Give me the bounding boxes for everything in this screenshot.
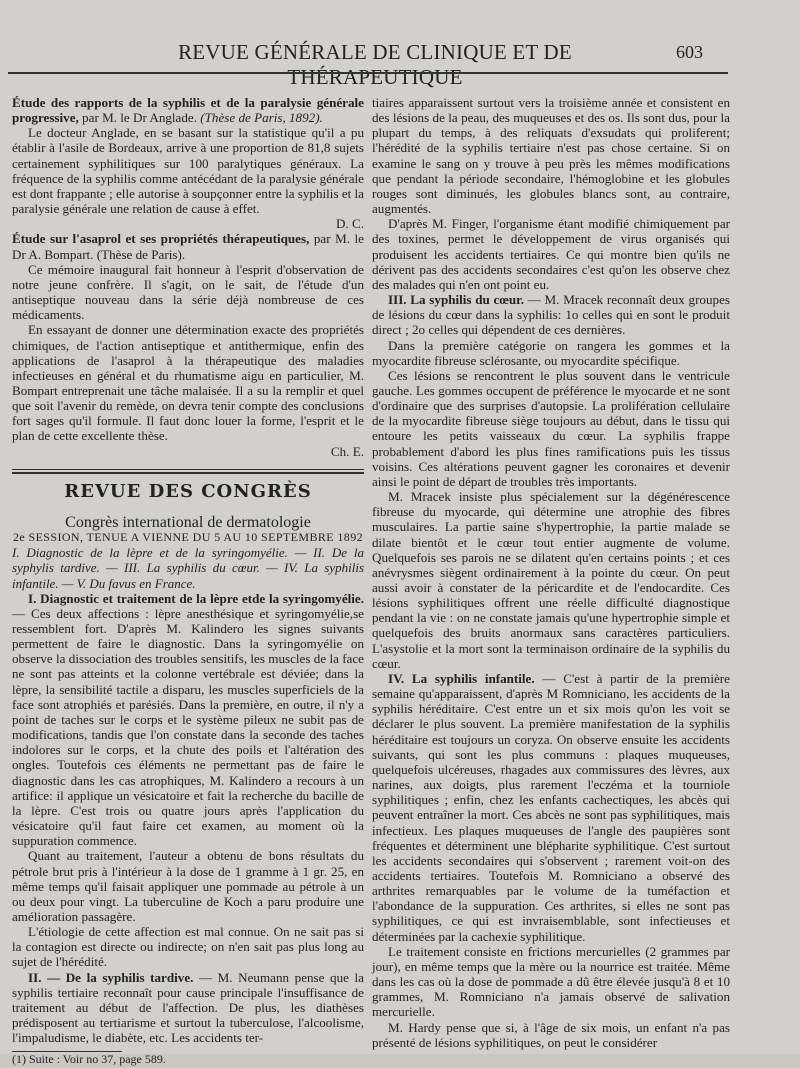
review-bompart-body-2: En essayant de donner une détermination exacte des propriétés chimiques, de l'action antiseptique et antithermique, enfin des applications de l'asaprol à la thérapeutique des maladies infectieuses en général et du rhumatisme aigu en particulier, M. Bompart entreprenait une tâche malaisée. Il a su la remplir et quel que soit l'avenir du remède, on devra tenir compte des conclusions fort sages qu'il formule. Il faut donc louer la forme, l'esprit et le plan de cette excellente thèse. (12, 322, 364, 444)
review-bompart (12, 231, 364, 261)
finger-paragraph: D'après M. Finger, l'organisme étant modifié chimiquement par des toxines, permet le développement de virus organisés qui produisent les accidents tertiaires. Ce qui montre bien qu'ils ne dérivent pas des accidents secondaires c'est qu'on les observe chez des malades qui n'en ont point eu. (372, 216, 730, 292)
page-number: 603 (676, 42, 703, 62)
syphilis-tardive-continued: tiaires apparaissent surtout vers la troisième année et consistent en des lésions de la peau, des muqueuses et des os. Ils sont dus, pour la plupart du temps, à des reliquats d'exsudats qui proliferent; l'hérédité de la syphilis tertiaire n'est pas chose certaine. Si on examine le sang on y trouve à peu près les mêmes modifications que pendant la période secondaire, l'hémoglobine et les globules rouges sont diminués, les globules blancs sont, au contraire, augmentés. (372, 95, 730, 217)
journal-title: REVUE GÉNÉRALE DE CLINIQUE ET DE THÉRAPEUTIQUE (178, 40, 572, 89)
review-anglade-author: par M. le Dr Anglade. (78, 110, 197, 126)
mracek-paragraph: M. Mracek insiste plus spécialement sur la dégénérescence fibreuse du myocarde, qui détermine une atrophie des fibres musculaires. La partie saine s'hypertrophie, la partie malade se dilate bientôt et le cœur tout entier augmente de volume. Quelquefois ses parois ne se dilatent qu'en certains points ; et ces anévrysmes siègent ordinairement à la pointe du cœur. On peut aussi avoir à constater de la péricardite et de l'endocardite. Ces lésions syphilitiques offrent une réelle difficulté diagnostique pendant la vie : on ne constate jamais qu'une hypertrophie simple et quelquefois des bruits anormaux sans caractères particuliers. L'asystolie et la mort sont la terminaison ordinaire de la syphilis du cœur. (372, 489, 730, 671)
lepra-treatment: Quant au traitement, l'auteur a obtenu de bons résultats du pétrole brut pris à l'intérieur à la dose de 1 gramme à 1 gr. 25, en même temps qu'il faisait appliquer une pommade au pétrole à un ou deux pour vingt. La tuberculine de Koch a paru produire une amélioration passagère. (12, 848, 364, 924)
congress-title: Congrès international de dermatologie (65, 513, 311, 531)
session-line: 2e SESSION, TENUE A VIENNE DU 5 AU 10 SEPTEMBRE 1892 (12, 530, 364, 545)
running-head (0, 40, 800, 89)
hardy-paragraph: M. Hardy pense que si, à l'âge de six mois, un enfant n'a pas présenté de lésions syphilitiques, on peut le considérer (372, 1019, 730, 1050)
syphilis-infantile-section (372, 671, 730, 944)
review-anglade (12, 95, 364, 125)
review-anglade-title: Étude des rapports de la syphilis et de la paralysie générale progressive, (12, 95, 364, 126)
header-rule (8, 72, 728, 74)
section-title: REVUE DES CONGRÈS (64, 480, 312, 502)
review-bompart-signature: Ch. E. (330, 443, 364, 459)
syphilis-coeur-body: — M. Mracek reconnaît deux groupes de lésions du cœur dans la syphilis: 1o celles qui en sont le produit direct ; 2o celles qui dépendent de ces dernières. (372, 292, 730, 338)
right-column (372, 95, 730, 1050)
review-bompart-author: par M. le Dr A. Bompart. (Thèse de Paris). (12, 231, 364, 262)
review-anglade-signature: D. C. (335, 216, 364, 232)
lepra-section (12, 591, 364, 849)
syphilis-infantile-body: — C'est à partir de la première semaine qu'apparaissent, d'après M Romniciano, les accidents de la syphilis héréditaire. C'est entre un et six mois qu'on les voit se déclarer le plus souvent. La première manifestation de la syphilis héréditaire est toujours un coryza. On observe ensuite les accidents suivants, qui sont les plus communs : plaques muqueuses, quelquefois ulcéreuses, rhagades aux commissures des lèvres, aux narines, aux doigts, plus rarement l'eczéma et la tourniole syphilitiques ; enfin, chez les enfants cachectiques, les abcès qui peuvent entraîner la mort. Ces abcès ne sont pas syphilitiques, mais infectieux. Les plaques muqueuses de l'angle des paupières sont fréquentes et déterminent une blépharite syphilitique. C'est surtout les accidents secondaires qui s'observent ; rarement voit-on des accidents tertiaires. Toutefois M. Romniciano a observé des arthrites remarquables par le volume de la tuméfaction et l'abondance de la suppuration. Ces arthrites, si elles ne sont pas syphilitiques, ce qui est invraisemblable, sont infectieuses et déterminées par la cachexie syphilitique. (372, 670, 730, 944)
syphilis-coeur-lesions: Ces lésions se rencontrent le plus souvent dans le ventricule gauche. Les gommes occupent de préférence le myocarde et ne sont d'ordinaire que des surprises d'autopsie. La prolifération cellulaire de la myocardite fibreuse siège toujours au début, dans le tissu qui entoure les petits vaisseaux du cœur. La syphilis frappe probablement d'abord les plus fines ramifications puis les tissus voisins. Ces altérations peuvent gagner les coronaires et devenir ainsi le point de départ de troubles très importants. (372, 367, 730, 489)
left-column (12, 95, 364, 1068)
review-anglade-thesis: (Thèse de Paris, 1892). (197, 110, 323, 126)
treatment-paragraph: Le traitement consiste en frictions mercurielles (2 grammes par jour), en même temps que la mère ou la nourrice est traitée. Même dans les cas où la dose de pommade a dû être élevée jusqu'à 8 et 10 grammes, M. Romniciano n'a jamais observé de salivation mercurielle. (372, 943, 730, 1020)
syphilis-coeur-categories: Dans la première catégorie on rangera les gommes et la myocardite fibreuse sclérosante, ou myocardite spécifique. (372, 337, 730, 368)
footnote: (1) Suite : Voir no 37, page 589. (12, 1052, 166, 1067)
review-bompart-body-1: Ce mémoire inaugural fait honneur à l'esprit d'observation de notre jeune confrère. Il s'agit, on le sait, de l'étude d'un antiseptique nouveau dans la série déjà nombreuse de ces médicaments. (12, 261, 364, 323)
lepra-section-title: I. Diagnostic et traitement de la lèpre etde la syringomyélie. (28, 590, 364, 606)
syphilis-coeur-section (372, 292, 730, 337)
review-bompart-title: Étude sur l'asaprol et ses propriétés thérapeutiques, (12, 231, 310, 247)
syphilis-tardive-section (12, 970, 364, 1046)
section-divider (12, 469, 364, 474)
lepra-section-body: — Ces deux affections : lèpre anesthésique et syringomyélie,se ressemblent fort. D'après M. Kalindero les signes suivants permettent de faire le diagnostic. Dans la syringomyélie on observe la dissociation des troubles sensitifs, les muscles de la face ne sont pas atteints et la colonne vertébrale est déviée; dans la lèpre, la sensibilité tactile a disparu, les muscles superficiels de la face sont atrophiés et parésiés. Dans la première, en outre, il n'y a point de taches sur le corps et le système pileux ne subit pas de modifications, tandis que l'on constate dans la seconde des taches indolores sur le corps, et la chute des poils et l'altération des ongles. Toutefois ces éléments ne permettant pas de faire le diagnostic dans les cas atrophiques, M. Kalindero a recours à un artifice: il applique un vésicatoire et fait la recherche du bacille de la lèpre. C'est trois ou quatre jours après l'application du vésicatoire qu'il faut faire cet examen, au moment où la suppuration commence. (12, 605, 364, 849)
syphilis-coeur-title: III. La syphilis du cœur. (388, 292, 524, 308)
congress-contents: I. Diagnostic de la lèpre et de la syringomyélie. — II. De la syphylis tardive. — III. La syphilis du cœur. — IV. La syphilis infantile. — V. Du favus en France. (12, 545, 364, 591)
syphilis-tardive-title: II. — De la syphilis tardive. (28, 969, 194, 985)
syphilis-infantile-title: IV. La syphilis infantile. (388, 670, 535, 686)
syphilis-tardive-body: — M. Neumann pense que la syphilis tertiaire reconnaît pour cause principale l'insuffisance de traitement au début de l'affection. De plus, les diathèses prédisposent au tertiarisme et surtout la tuberculose, l'alcoolisme, l'impaludisme, le diabète, etc. Les accidents ter- (12, 969, 364, 1046)
lepra-etiology: L'étiologie de cette affection est mal connue. On ne sait pas si la contagion est directe ou indirecte; on n'en sait pas plus long au sujet de l'hérédité. (12, 924, 364, 970)
review-anglade-body: Le docteur Anglade, en se basant sur la statistique qu'il a pu établir à l'asile de Bordeaux, arrive à une proportion de 81,8 sujets certainement syphilitiques sur 100 paralytiques généraux. La fréquence de la syphilis comme antécédant de la paralysie générale est dont frappante ; elle autorise à soupçonner entre la syphilis et la paralysie générale une relation de cause à effet. (12, 125, 364, 217)
